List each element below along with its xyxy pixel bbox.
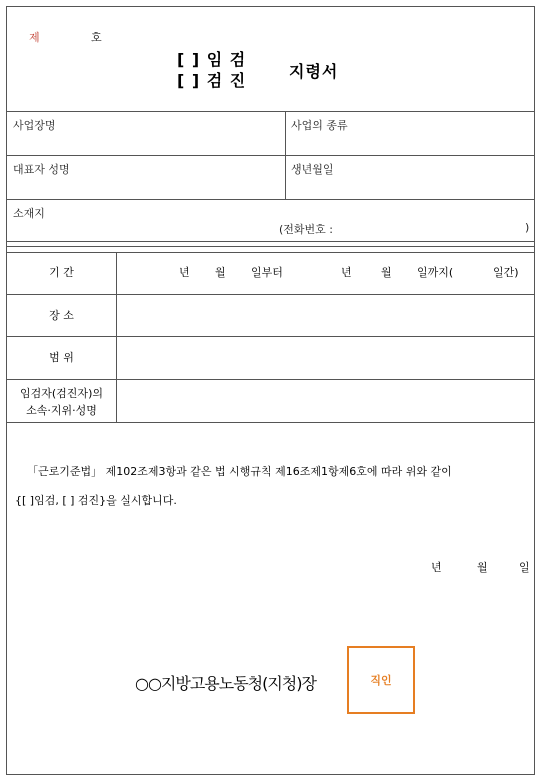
period-from-year: 년 bbox=[179, 266, 190, 279]
scope-label: 범 위 bbox=[49, 351, 74, 364]
period-from-month: 월 bbox=[215, 266, 226, 279]
inspector-label-line2: 소속·지위·성명 bbox=[26, 404, 97, 417]
period-days: 일간) bbox=[493, 266, 519, 279]
representative-label: 대표자 성명 bbox=[13, 163, 70, 176]
date-month: 월 bbox=[477, 561, 488, 574]
birth-date-label: 생년월일 bbox=[291, 163, 334, 176]
period-to-day: 일까지( bbox=[417, 266, 454, 279]
official-seal bbox=[347, 646, 415, 714]
divider-header bbox=[7, 111, 534, 112]
business-type-label: 사업의 종류 bbox=[291, 119, 348, 132]
period-label: 기 간 bbox=[49, 266, 74, 279]
doc-number-label: 제 bbox=[29, 31, 40, 44]
period-from-day: 일부터 bbox=[251, 266, 283, 279]
divider-place bbox=[7, 336, 534, 337]
divider-scope bbox=[7, 379, 534, 380]
business-name-label: 사업장명 bbox=[13, 119, 56, 132]
period-to-month: 월 bbox=[381, 266, 392, 279]
divider-period bbox=[7, 294, 534, 295]
phone-close: ) bbox=[525, 221, 530, 234]
option-inspection: [ ] 임 검 bbox=[177, 50, 247, 69]
seal-label: 직인 bbox=[370, 674, 392, 687]
command-form bbox=[6, 6, 535, 775]
option-examination: [ ] 검 진 bbox=[177, 71, 247, 90]
body-line-2: {[ ]임검, [ ] 검진}을 실시합니다. bbox=[15, 494, 177, 507]
divider-double-top bbox=[7, 241, 534, 242]
divider-detail-col bbox=[116, 252, 117, 422]
divider-detail-top bbox=[7, 252, 534, 253]
divider-double-bottom bbox=[7, 246, 534, 247]
place-label: 장 소 bbox=[49, 309, 74, 322]
divider-row1 bbox=[7, 155, 534, 156]
doc-number-suffix: 호 bbox=[91, 31, 102, 44]
inspector-label-line1: 임검자(검진자)의 bbox=[20, 387, 103, 400]
divider-row2 bbox=[7, 199, 534, 200]
date-day: 일 bbox=[519, 561, 530, 574]
period-to-year: 년 bbox=[341, 266, 352, 279]
body-line-1: 「근로기준법」 제102조제3항과 같은 법 시행규칙 제16조제1항제6호에 따라 위와 같이 bbox=[27, 465, 452, 478]
date-year: 년 bbox=[431, 561, 442, 574]
issuer-name: ○○지방고용노동청(지청)장 bbox=[135, 674, 316, 693]
address-label: 소재지 bbox=[13, 207, 45, 220]
divider-inspector bbox=[7, 422, 534, 423]
phone-label: (전화번호 : bbox=[279, 223, 333, 236]
form-title: 지령서 bbox=[289, 62, 339, 81]
